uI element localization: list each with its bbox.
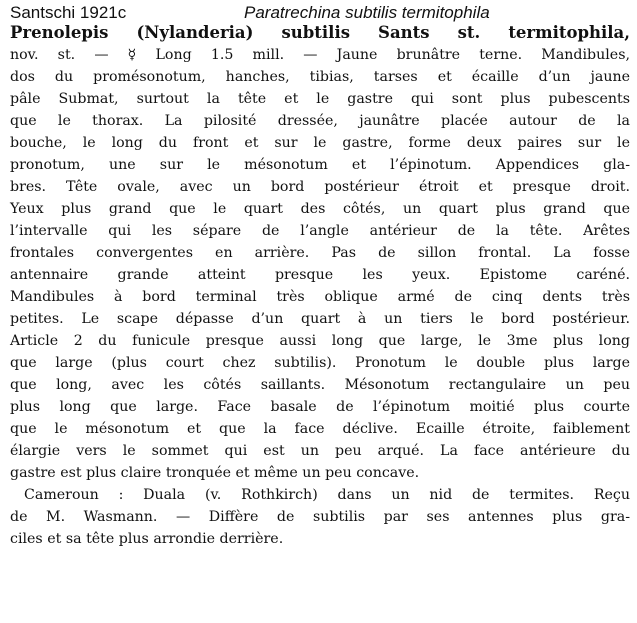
- text-line: élargie vers le sommet qui est un peu arqué. La face antérieure du: [10, 443, 630, 459]
- text-line: que le mésonotum et que la face déclive. Ecaille étroite, faiblement: [10, 421, 630, 437]
- page-header: [10, 2, 630, 24]
- text-line: nov. st. — ☿ Long 1.5 mill. — Jaune brunâtre terne. Mandibules,: [10, 47, 630, 63]
- locality-line: de M. Wasmann. — Diffère de subtilis par ses antennes plus gra-: [10, 509, 630, 525]
- text-line: frontales convergentes en arrière. Pas de sillon frontal. La fosse: [10, 245, 630, 261]
- text-line: petites. Le scape dépasse d’un quart à un tiers le bord postérieur.: [10, 311, 630, 327]
- text-line: Article 2 du funicule presque aussi long que large, le 3me plus long: [10, 333, 630, 349]
- text-line: bouche, le long du front et sur le gastre, forme deux paires sur le: [10, 135, 630, 151]
- text-line: plus long que large. Face basale de l’épinotum moitié plus courte: [10, 399, 630, 415]
- text-line: dos du promésonotum, hanches, tibias, tarses et écaille d’un jaune: [10, 69, 630, 85]
- species-name: Paratrechina subtilis termitophila: [244, 3, 490, 22]
- text-line: gastre est plus claire tronquée et même un peu concave.: [10, 465, 420, 481]
- locality-line: Cameroun : Duala (v. Rothkirch) dans un nid de termites. Reçu: [24, 487, 630, 503]
- text-line: que long, avec les côtés saillants. Mésonotum rectangulaire un peu: [10, 377, 630, 393]
- description-text: [10, 22, 630, 550]
- text-line: que le thorax. La pilosité dressée, jaunâtre placée autour de la: [10, 113, 630, 129]
- text-line: pronotum, une sur le mésonotum et l’épinotum. Appendices gla-: [10, 157, 630, 173]
- text-line: bres. Tête ovale, avec un bord postérieur étroit et presque droit.: [10, 179, 630, 195]
- citation-author: Santschi 1921c: [10, 3, 127, 22]
- text-line: antennaire grande atteint presque les yeux. Epistome caréné.: [10, 267, 630, 283]
- text-line: Yeux plus grand que le quart des côtés, un quart plus grand que: [10, 201, 630, 217]
- text-line: pâle Submat, surtout la tête et le gastre qui sont plus pubescents: [10, 91, 630, 107]
- text-line: Mandibules à bord terminal très oblique armé de cinq dents très: [10, 289, 630, 305]
- text-line: l’intervalle qui les sépare de l’angle antérieur de la tête. Arêtes: [10, 223, 630, 239]
- text-line: que large (plus court chez subtilis). Pronotum le double plus large: [10, 355, 630, 371]
- taxon-title-line: Prenolepis (Nylanderia) subtilis Sants st. termitophila,: [10, 23, 630, 42]
- locality-line: ciles et sa tête plus arrondie derrière.: [10, 531, 284, 547]
